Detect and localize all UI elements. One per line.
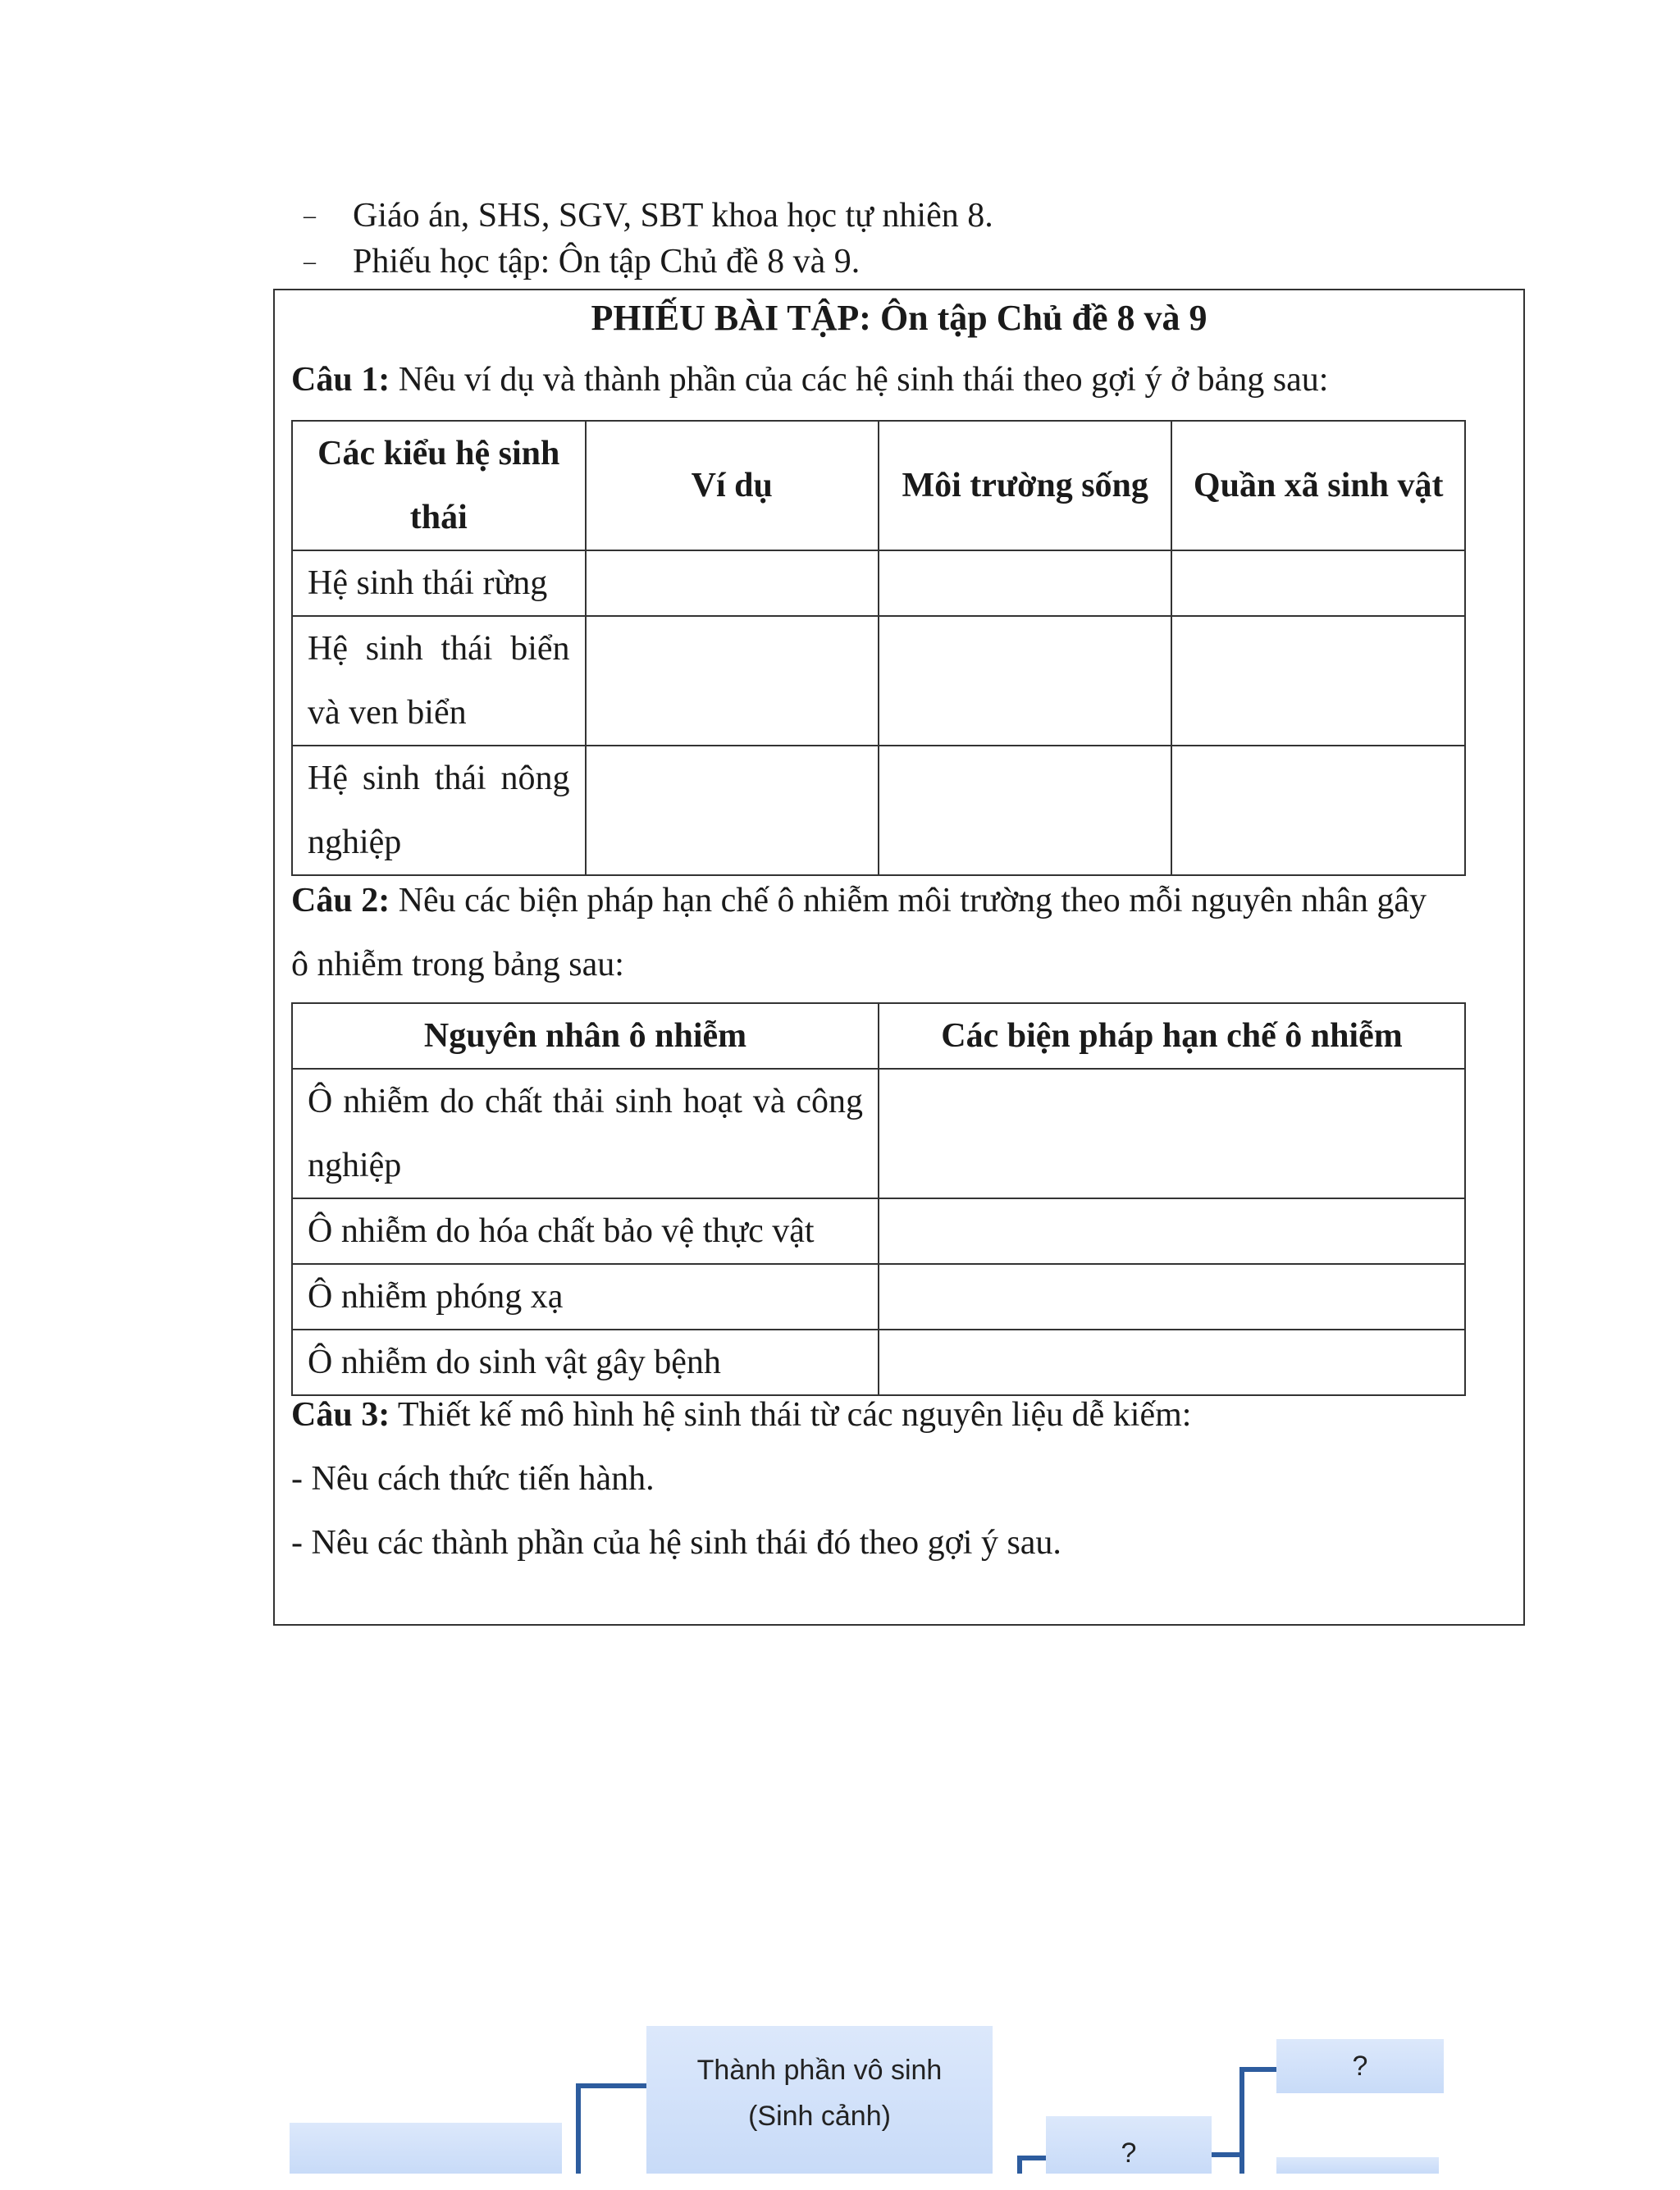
question-text: Thiết kế mô hình hệ sinh thái từ các nguyên liệu dễ kiếm: [390,1396,1192,1434]
table-header: Các kiểu hệ sinh thái [292,421,586,550]
list-item [304,193,1534,239]
table-row [292,1264,1465,1330]
table-row [292,1069,1465,1198]
question-text: Nêu các biện pháp hạn chế ô nhiễm môi trường theo mỗi nguyên nhân gây [390,882,1427,919]
table-cell: Ô nhiễm phóng xạ [292,1264,879,1330]
dash-icon: – [304,248,316,275]
box-label: (Sinh cảnh) [748,2101,891,2132]
table-header: Nguyên nhân ô nhiễm [292,1003,879,1069]
table-header: Ví dụ [586,421,879,550]
table-header-row [292,1003,1465,1069]
table-header: Các biện pháp hạn chế ô nhiễm [879,1003,1465,1069]
connector-line [576,2083,646,2088]
ecosystem-root-box [290,2123,562,2174]
dash-icon: – [304,202,316,229]
answer-cell[interactable] [586,550,879,616]
answer-cell[interactable] [879,746,1172,875]
unknown-box [1276,2157,1439,2174]
pollution-table [291,1002,1466,1396]
connector-line [576,2083,581,2174]
question-item: - Nêu các thành phần của hệ sinh thái đó theo gợi ý sau. [291,1524,1061,1562]
bullet-text: Giáo án, SHS, SGV, SBT khoa học tự nhiên 8. [353,197,993,235]
answer-cell[interactable] [879,550,1172,616]
table-cell: Ô nhiễm do chất thải sinh hoạt và công nghiệp [292,1069,879,1198]
box-label: Thành phần vô sinh [696,2055,943,2086]
worksheet-box [273,289,1525,1626]
table-cell: Ô nhiễm do sinh vật gây bệnh [292,1330,879,1395]
connector-line [1017,2156,1022,2174]
connector-line [1239,2067,1276,2072]
answer-cell[interactable] [879,1069,1465,1198]
connector-line [1239,2067,1244,2174]
ecosystem-diagram [0,2001,1680,2174]
table-header-row [292,421,1465,550]
answer-cell[interactable] [586,616,879,746]
ecosystem-table [291,420,1466,876]
table-row [292,1198,1465,1264]
question-label: Câu 3: [291,1396,390,1434]
table-header: Môi trường sống [879,421,1172,550]
table-row [292,550,1465,616]
table-row [292,746,1465,875]
answer-cell[interactable] [879,616,1172,746]
unknown-box: ? [1046,2116,1212,2174]
question-label: Câu 2: [291,882,390,919]
question-text: Nêu ví dụ và thành phần của các hệ sinh thái theo gợi ý ở bảng sau: [390,361,1329,399]
table-cell: Hệ sinh thái rừng [292,550,586,616]
question-text: ô nhiễm trong bảng sau: [291,946,624,983]
materials-list [304,193,1534,285]
answer-cell[interactable] [586,746,879,875]
table-header: Quần xã sinh vật [1171,421,1465,550]
question-label: Câu 1: [291,361,390,399]
question-2 [291,869,1427,997]
table-cell: Hệ sinh thái biển và ven biển [292,616,586,746]
question-3 [291,1383,1191,1575]
bullet-text: Phiếu học tập: Ôn tập Chủ đề 8 và 9. [353,243,861,281]
answer-cell[interactable] [1171,616,1465,746]
answer-cell[interactable] [879,1198,1465,1264]
unknown-box: ? [1276,2039,1444,2093]
worksheet-title: PHIẾU BÀI TẬP: Ôn tập Chủ đề 8 và 9 [591,298,1208,338]
table-cell: Hệ sinh thái nông nghiệp [292,746,586,875]
abiotic-component-box [646,2026,993,2174]
table-cell: Ô nhiễm do hóa chất bảo vệ thực vật [292,1198,879,1264]
answer-cell[interactable] [1171,550,1465,616]
question-item: - Nêu cách thức tiến hành. [291,1460,655,1498]
list-item [304,239,1534,285]
question-1 [291,348,1328,412]
answer-cell[interactable] [1171,746,1465,875]
table-row [292,616,1465,746]
answer-cell[interactable] [879,1264,1465,1330]
